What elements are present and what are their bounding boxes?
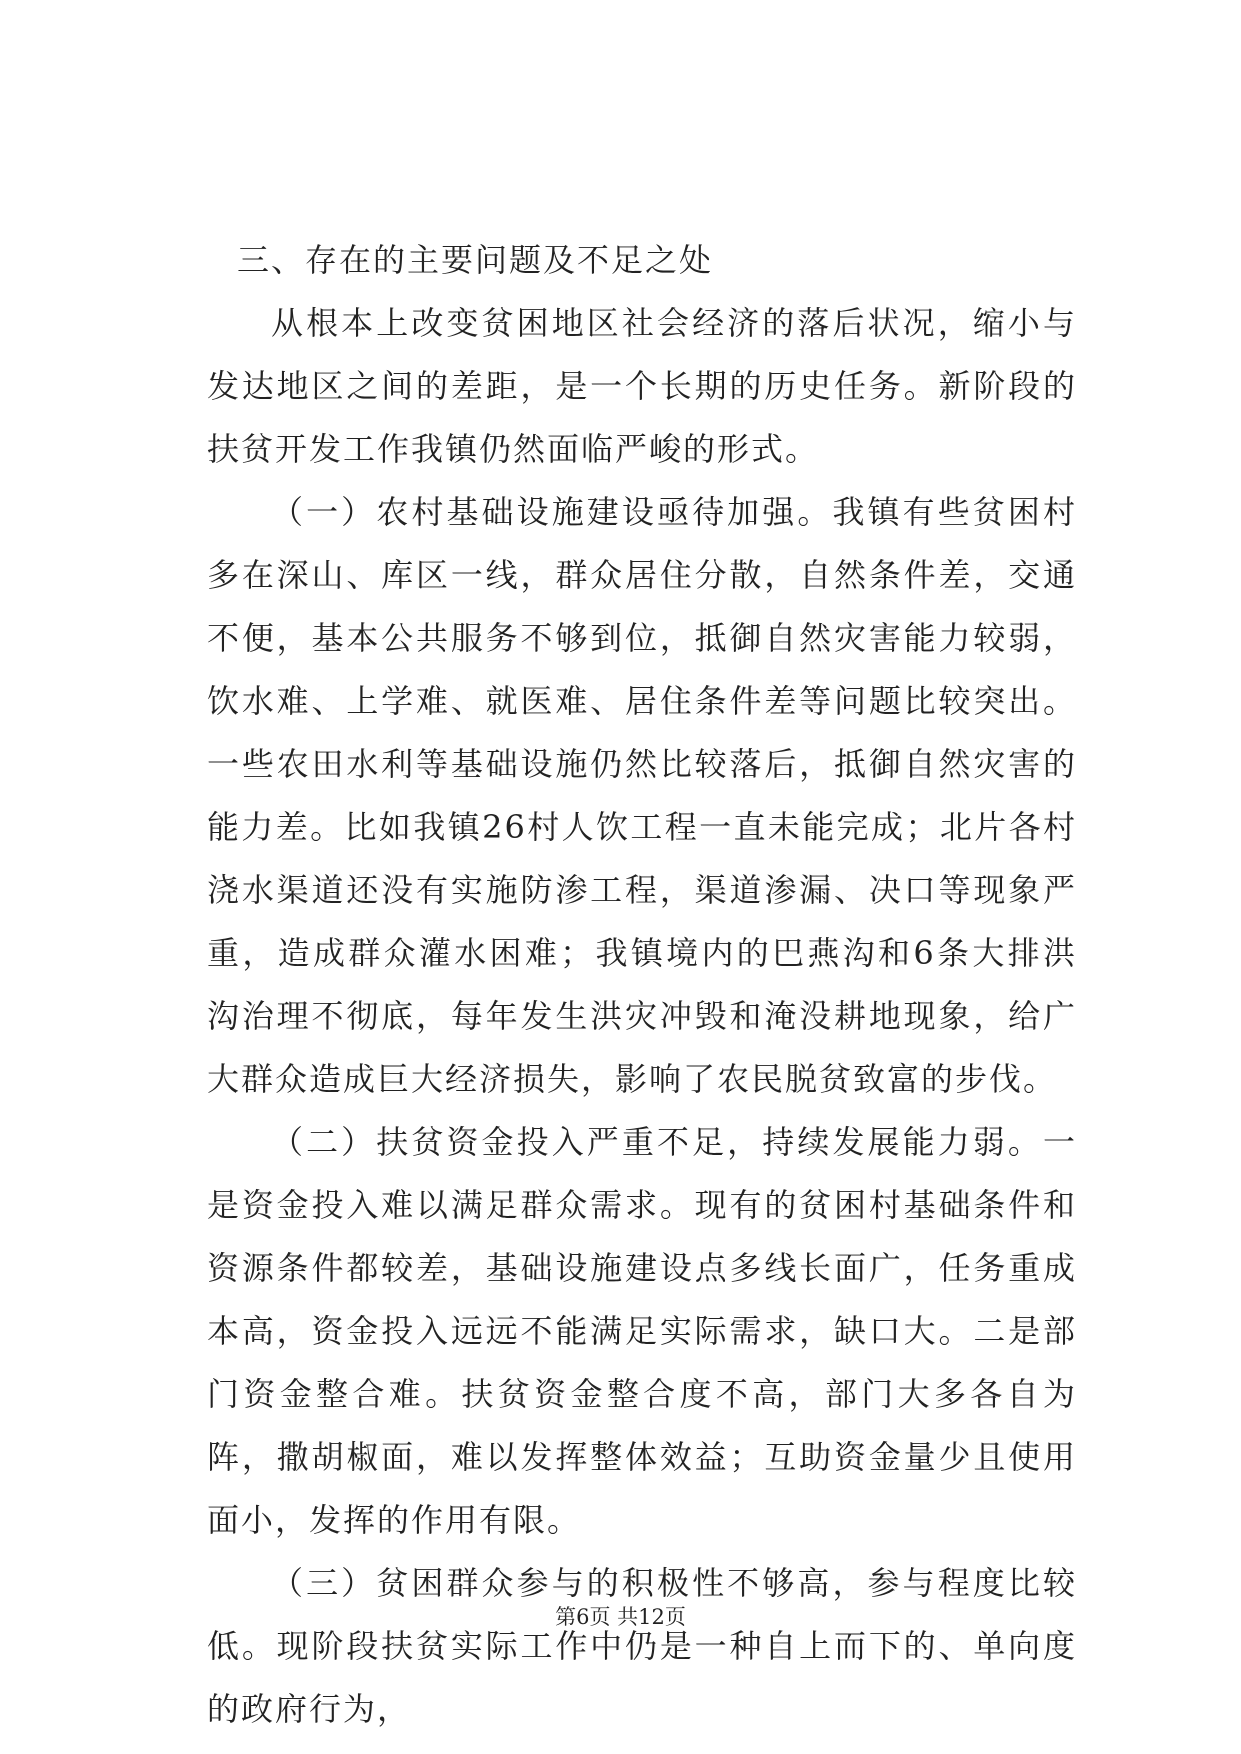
paragraph-funding: （二）扶贫资金投入严重不足，持续发展能力弱。一是资金投入难以满足群众需求。现有的贫困村基础条件和资源条件都较差，基础设施建设点多线长面广，任务重成本高，资金投入远远不能满足实际需求，缺口大。二是部门资金整合难。扶贫资金整合度不高，部门大多各自为阵，撒胡椒面，难以发挥整体效益；互助资金量少且使用面小，发挥的作用有限。 (207, 1123, 1077, 1539)
paragraph-intro: 从根本上改变贫困地区社会经济的落后状况，缩小与发达地区之间的差距，是一个长期的历史任务。新阶段的扶贫开发工作我镇仍然面临严峻的形式。 (207, 304, 1077, 468)
paragraph-participation: （三）贫困群众参与的积极性不够高，参与程度比较低。现阶段扶贫实际工作中仍是一种自上而下的、单向度的政府行为， (207, 1564, 1077, 1728)
paragraph-infrastructure: （一）农村基础设施建设亟待加强。我镇有些贫困村多在深山、库区一线，群众居住分散，自然条件差，交通不便，基本公共服务不够到位，抵御自然灾害能力较弱，饮水难、上学难、就医难、居住条件差等问题比较突出。一些农田水利等基础设施仍然比较落后，抵御自然灾害的能力差。比如我镇26村人饮工程一直未能完成；北片各村浇水渠道还没有实施防渗工程，渠道渗漏、决口等现象严重，造成群众灌水困难；我镇境内的巴燕沟和6条大排洪沟治理不彻底，每年发生洪灾冲毁和淹没耕地现象，给广大群众造成巨大经济损失，影响了农民脱贫致富的步伐。 (207, 493, 1077, 1098)
document-body (207, 229, 1077, 1741)
section-heading: 三、存在的主要问题及不足之处 (237, 241, 714, 279)
page-number: 第6页 共12页 (555, 1605, 686, 1629)
